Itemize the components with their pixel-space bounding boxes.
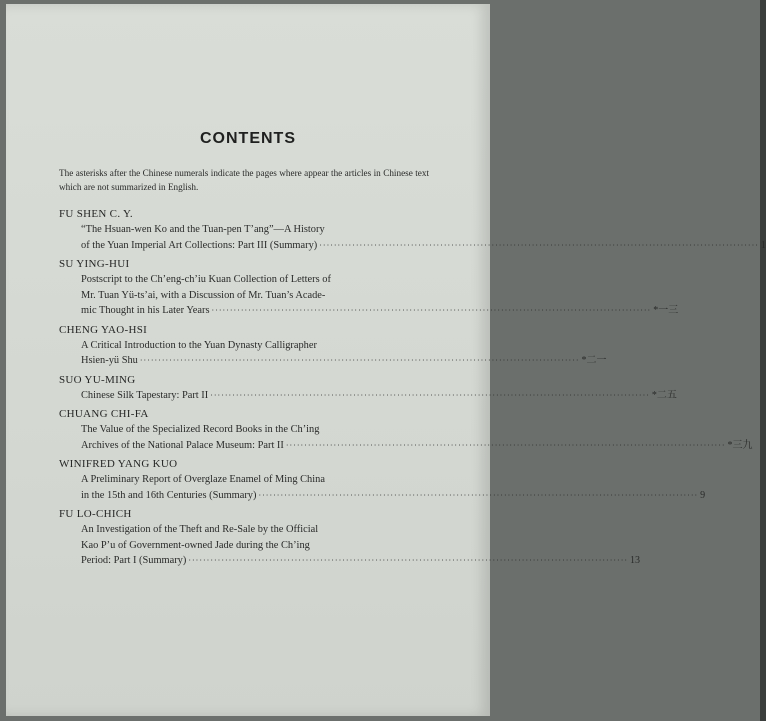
dot-leader: ························································································································ — [188, 556, 629, 565]
entry-author: SUO YU-MING — [59, 373, 136, 386]
entry-title-line: A Preliminary Report of Overglaze Enamel of Ming China — [81, 474, 325, 485]
asterisk-note: The asterisks after the Chinese numerals indicate the pages where appear the articles in Chinese text which are not summarized in English. — [59, 168, 429, 192]
entry-last-line — [59, 238, 766, 254]
page-number: 9 — [700, 489, 706, 501]
entry-last-line — [59, 438, 753, 454]
entry-title-line: “The Hsuan-wen Ko and the Tuan-pen T’ang”—A History — [81, 224, 325, 235]
entry-title-line: Mr. Tuan Yü-ts’ai, with a Discussion of Mr. Tuan’s Acade- — [81, 289, 326, 301]
entry-title-line: in the 15th and 16th Centuries (Summary) — [81, 489, 257, 501]
page-number: *三九 — [727, 439, 753, 451]
toc-entry — [59, 322, 607, 369]
dot-leader: ························································································································ — [319, 240, 759, 250]
entry-author: FU SHEN C. Y. — [59, 208, 133, 220]
entry-last-line — [59, 388, 677, 404]
entry-title-line: Archives of the National Palace Museum: Part II — [81, 439, 284, 451]
entry-title-line: A Critical Introduction to the Yuan Dynasty Calligrapher — [81, 339, 317, 351]
toc-entry — [59, 372, 677, 404]
entry-title-line: of the Yuan Imperial Art Collections: Part III (Summary) — [81, 239, 318, 251]
entry-title-line: Period: Part I (Summary) — [81, 555, 187, 566]
toc-entry — [59, 456, 706, 503]
page-number: *一三 — [653, 305, 679, 316]
dot-leader: ························································································································ — [139, 356, 580, 365]
page-number: 1 — [760, 239, 766, 251]
entry-title-line: Hsien-yü Shu — [81, 355, 138, 366]
dot-leader: ························································································································ — [285, 440, 726, 450]
entry-title-line: mic Thought in his Later Years — [81, 305, 210, 316]
toc-entry — [59, 506, 641, 569]
entry-title-line: Chinese Silk Tapestary: Part II — [81, 389, 209, 401]
toc-entry — [59, 406, 753, 453]
entry-last-line — [59, 303, 679, 319]
dot-leader: ························································································································ — [211, 306, 652, 315]
toc-entry — [59, 206, 766, 253]
page-number: *二一 — [581, 355, 607, 366]
page-number: 13 — [630, 555, 641, 566]
entry-title-line: The Value of the Specialized Record Books in the Ch’ing — [81, 424, 320, 435]
entry-title-line: Kao P’u of Government-owned Jade during the Ch’ing — [81, 539, 310, 551]
entry-author: CHENG YAO-HSI — [59, 323, 148, 336]
entry-last-line — [59, 553, 641, 569]
page-number: *二五 — [651, 389, 677, 401]
page-title: CONTENTS — [200, 130, 296, 147]
toc-entry — [59, 256, 679, 319]
table-of-contents — [59, 206, 766, 572]
dot-leader: ························································································································ — [258, 490, 699, 500]
entry-last-line — [59, 488, 706, 504]
entry-last-line — [59, 353, 607, 369]
entry-title-line: Postscript to the Ch’eng-ch’iu Kuan Collection of Letters of — [81, 274, 331, 285]
entry-author: SU YING-HUI — [59, 258, 130, 270]
entry-author: FU LO-CHICH — [59, 508, 132, 520]
entry-author: WINIFRED YANG KUO — [59, 458, 178, 470]
entry-title-line: An Investigation of the Theft and Re-Sale by the Official — [81, 524, 319, 535]
dot-leader: ························································································································ — [210, 390, 650, 400]
entry-author: CHUANG CHI-FA — [59, 408, 149, 420]
page-edge-shadow — [760, 0, 766, 721]
